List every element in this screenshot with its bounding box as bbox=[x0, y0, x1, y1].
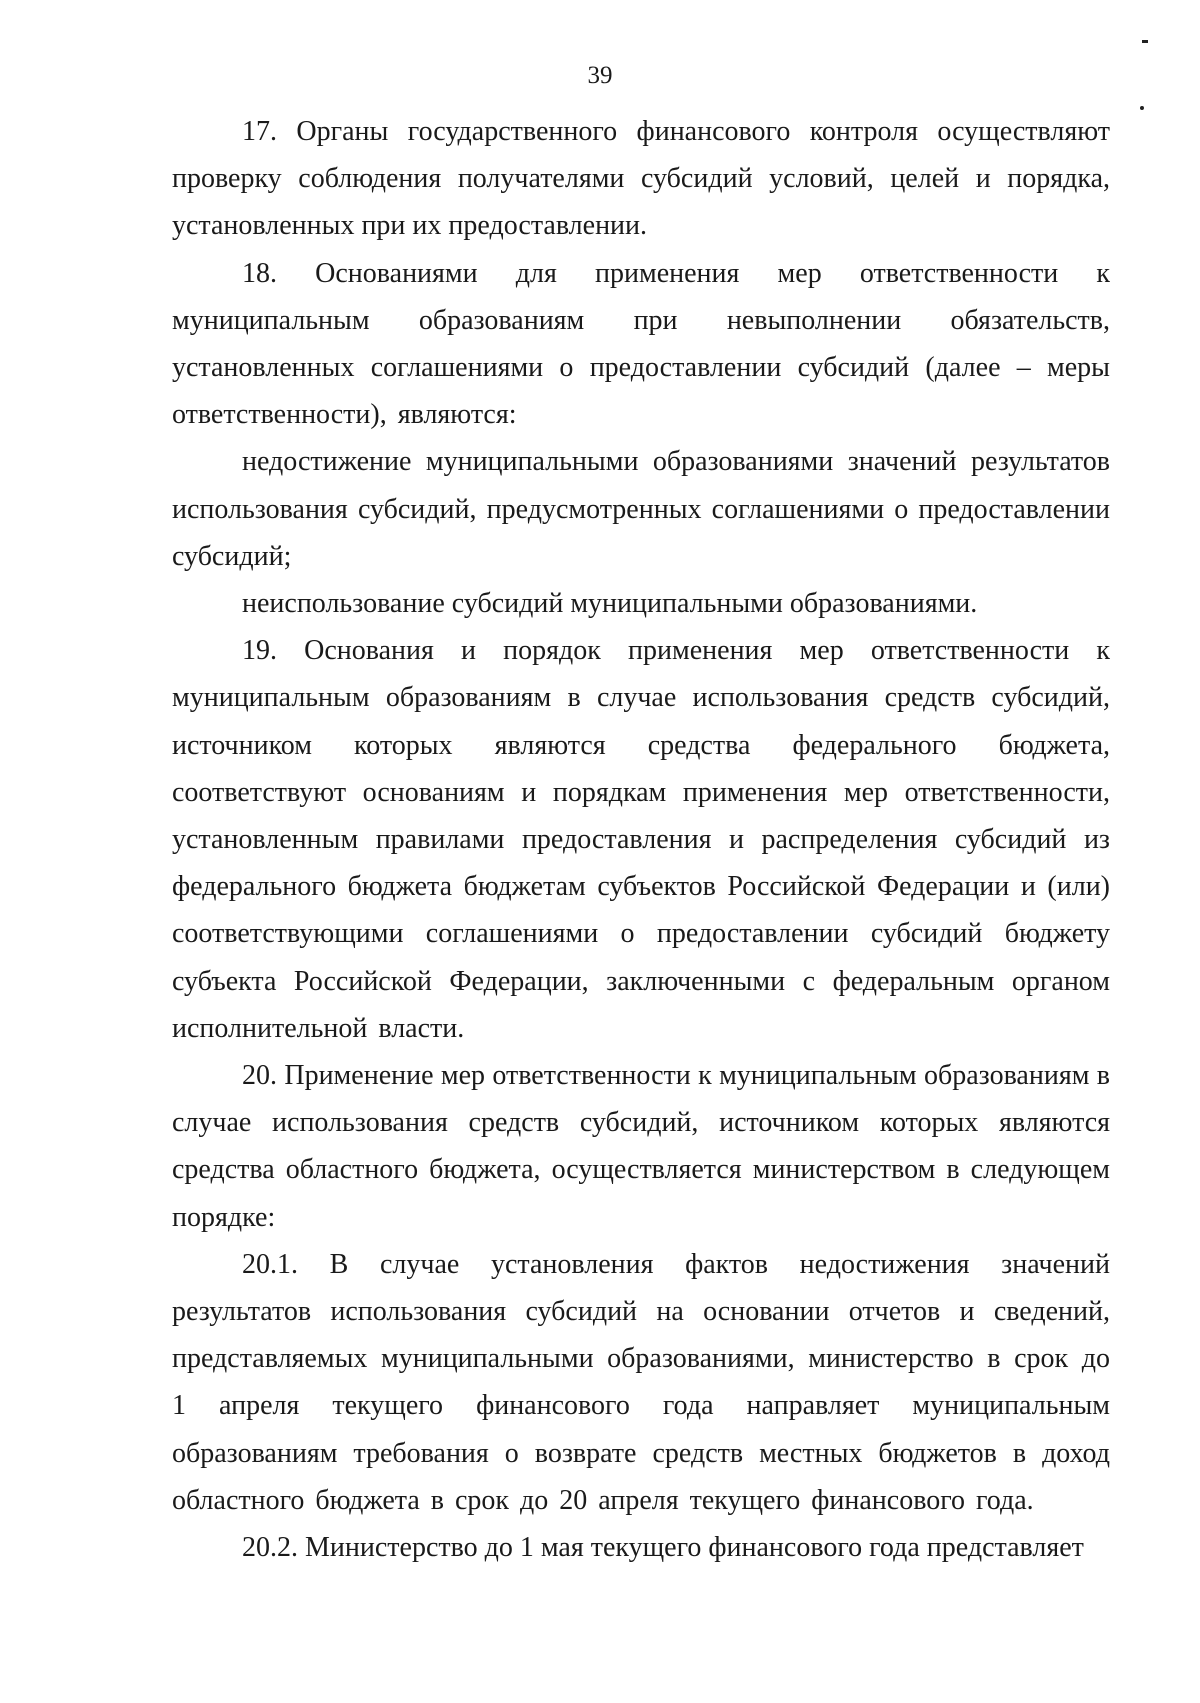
paragraph-18-item-1: недостижение муниципальными образованиями значений результатов использования субсидий, предусмотренных соглашениями о предоставлении субсидий; bbox=[172, 446, 1110, 572]
page-number: 39 bbox=[587, 62, 613, 89]
paragraph-20-2: 20.2. Министерство до 1 мая текущего финансового года представляет bbox=[242, 1532, 1084, 1564]
paragraph-18: 18. Основаниями для применения мер ответственности к муниципальным образованиям при невыполнении обязательств, установленных соглашениями о предоставлении субсидий (далее – меры ответственности), являются: bbox=[172, 257, 1110, 431]
paragraph-19: 19. Основания и порядок применения мер ответственности к муниципальным образованиям в случае использования средств субсидий, источником которых являются средства федерального бюджета, соответствуют основаниям и порядкам применения мер ответственности, установленным правилами предоставления и распределения субсидий из федерального бюджета бюджетам субъектов Российской Федерации и (или) соответствующими соглашениями о предоставлении субсидий бюджету субъекта Российской Федерации, заключенными с федеральным органом исполнительной власти. bbox=[172, 635, 1110, 1044]
scan-mark-top-right bbox=[1142, 40, 1148, 43]
paragraph-20-1: 20.1. В случае установления фактов недостижения значений результатов использования субсидий на основании отчетов и сведений, представляемых муниципальными образованиями, министерство в срок до 1 апреля текущего финансового года направляет муниципальным образованиям требования о возврате средств местных бюджетов в доход областного бюджета в срок до 20 апреля текущего финансового года. bbox=[172, 1248, 1110, 1516]
scan-mark-right bbox=[1140, 106, 1144, 110]
paragraph-18-item-2: неиспользование субсидий муниципальными образованиями. bbox=[242, 588, 978, 620]
paragraph-20: 20. Применение мер ответственности к муниципальным образованиям в случае использования средств субсидий, источником которых являются средства областного бюджета, осуществляется министерством в следующем порядке: bbox=[172, 1060, 1110, 1233]
document-body bbox=[172, 108, 1110, 1571]
paragraph-17: 17. Органы государственного финансового контроля осуществляют проверку соблюдения получателями субсидий условий, целей и порядка, установленных при их предоставлении. bbox=[172, 116, 1110, 242]
